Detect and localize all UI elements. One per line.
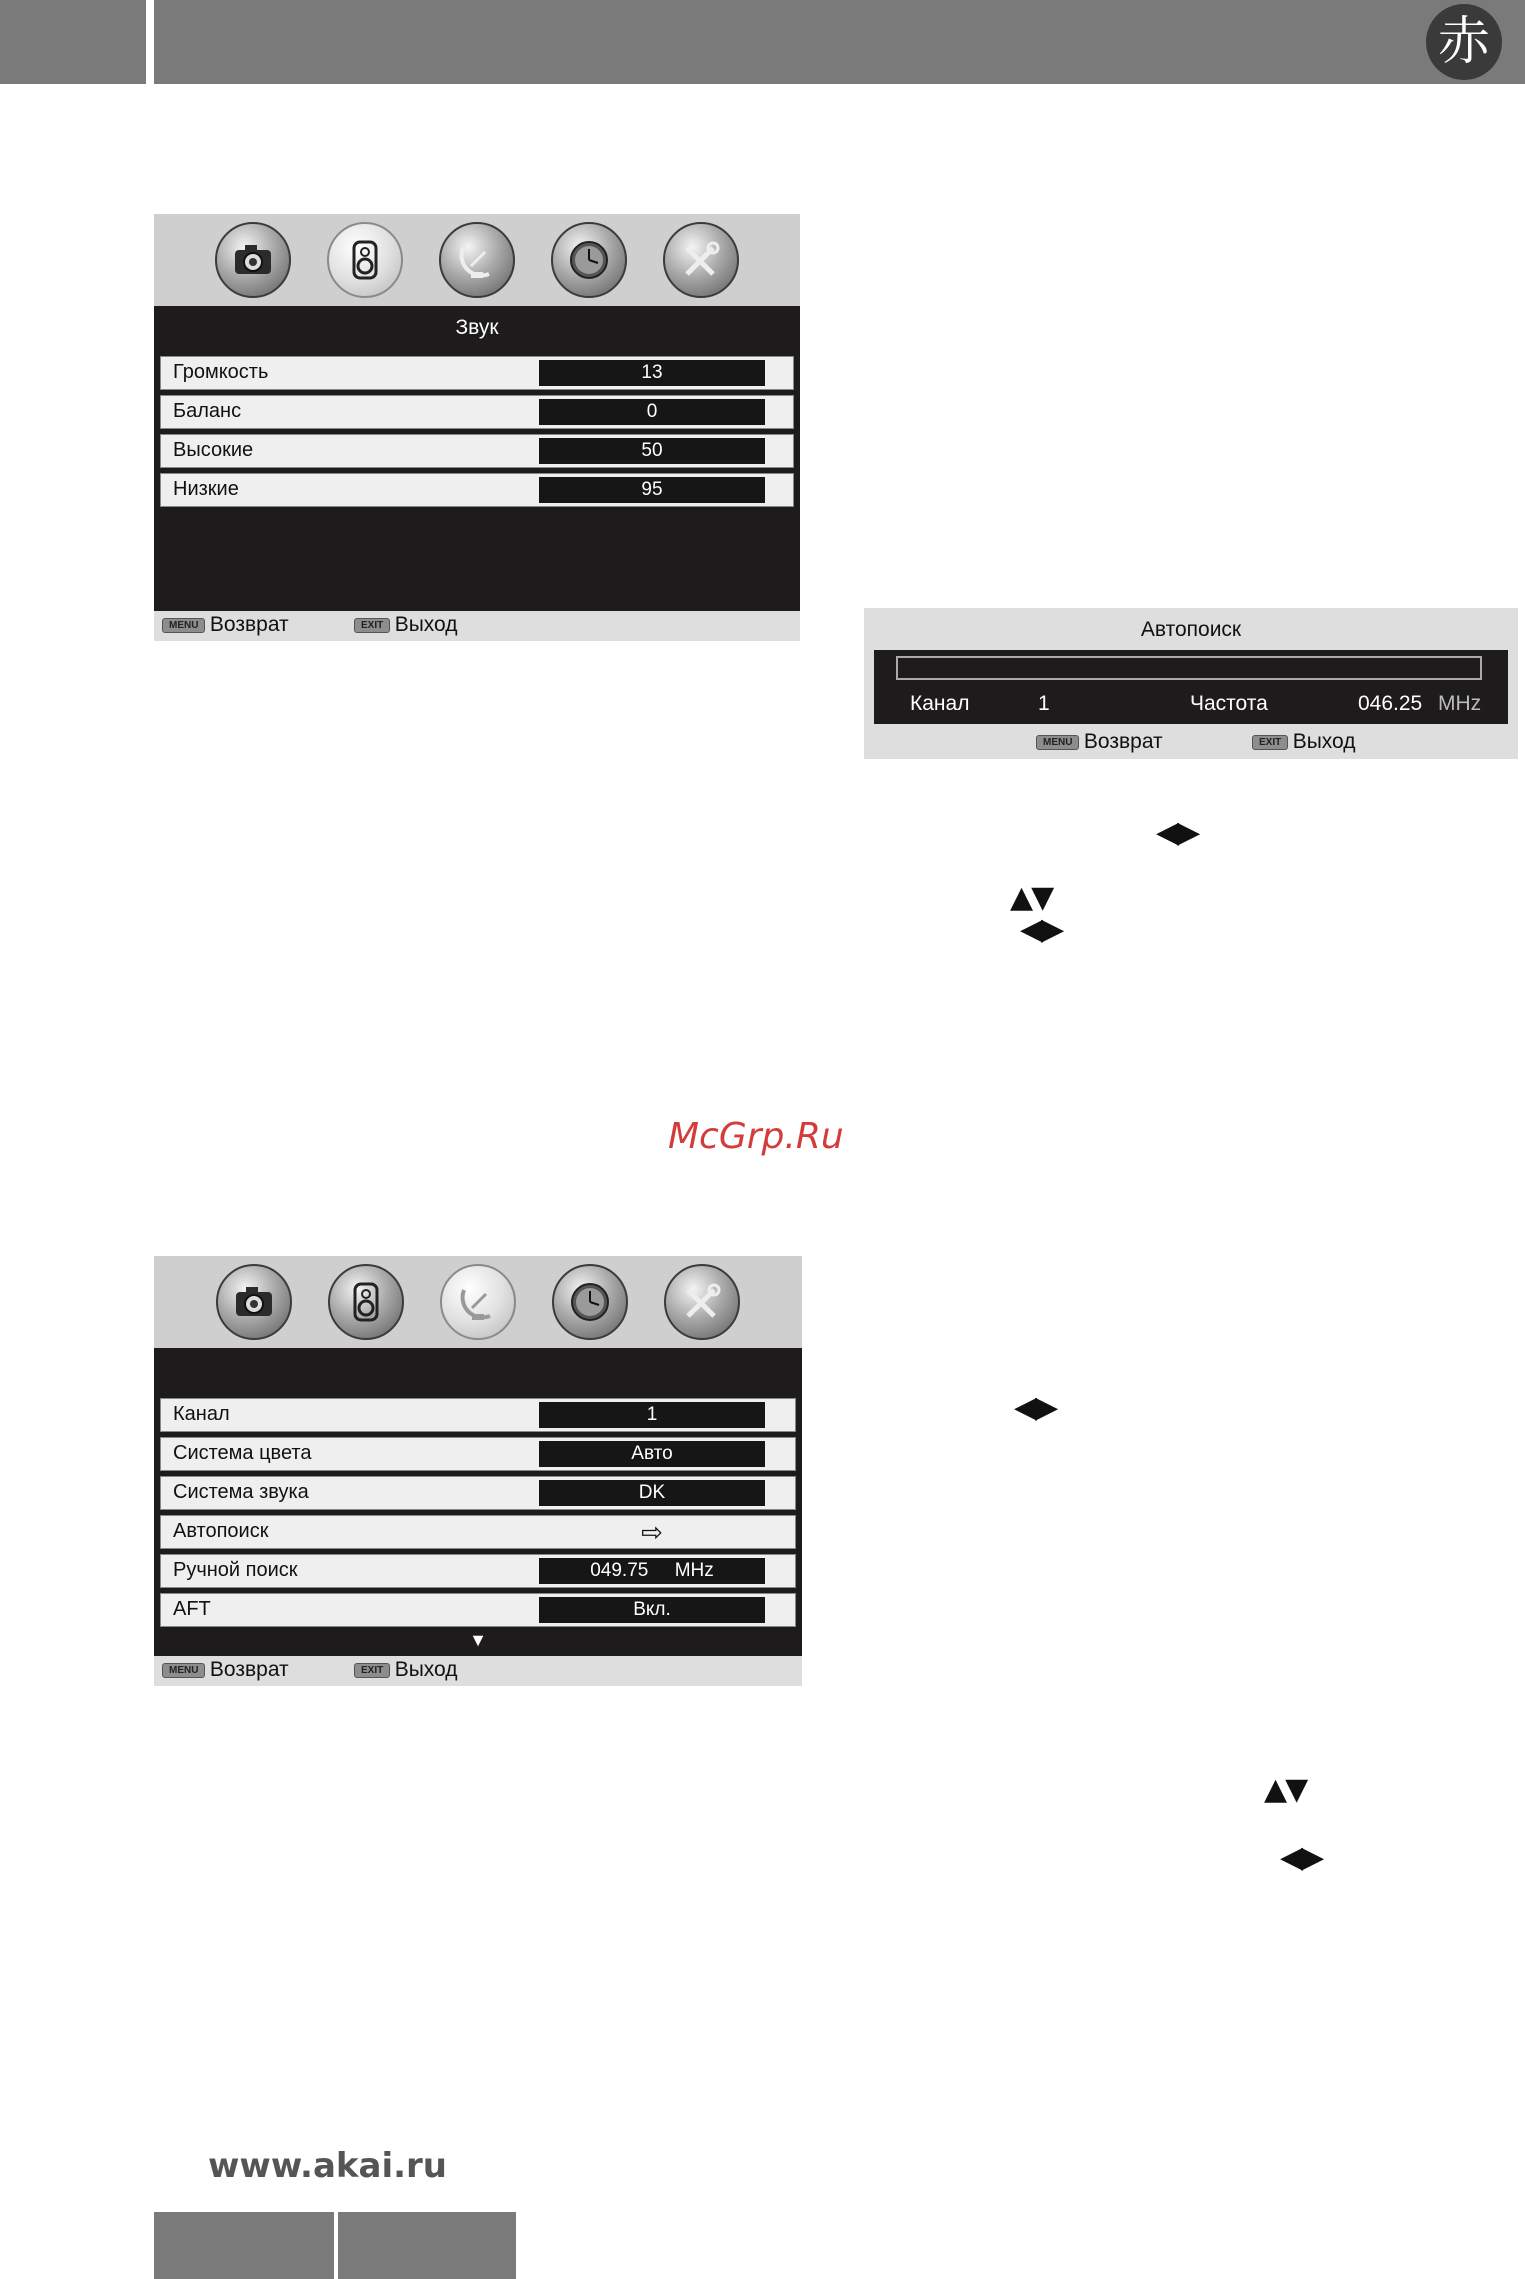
exit-label: Выход	[1292, 730, 1356, 753]
left-right-arrows-icon: ◀▶	[1020, 912, 1063, 947]
menu-key[interactable]: MENU	[162, 618, 205, 633]
tools-icon[interactable]	[664, 1264, 740, 1340]
row-value: 13	[539, 360, 765, 386]
exit-label: Выход	[394, 1658, 458, 1681]
exit-key[interactable]: EXIT	[1252, 735, 1288, 750]
exit-label: Выход	[394, 613, 458, 636]
back-label: Возврат	[209, 1658, 289, 1681]
back-label: Возврат	[1083, 730, 1163, 753]
frequency-value: 046.25	[1358, 692, 1423, 715]
brand-logo-icon: 赤	[1426, 4, 1502, 80]
left-right-arrows-icon: ◀▶	[1156, 815, 1199, 850]
row-label: AFT	[173, 1598, 211, 1620]
left-right-arrows-icon: ◀▶	[1280, 1840, 1323, 1875]
row-value: Авто	[539, 1441, 765, 1467]
row-value: 95	[539, 477, 765, 503]
row-label: Канал	[173, 1403, 230, 1425]
satellite-icon[interactable]	[440, 1264, 516, 1340]
menu-row-balance[interactable]	[160, 395, 794, 429]
autosearch-panel	[864, 608, 1518, 759]
menu-icon-strip	[154, 214, 800, 306]
arrow-right-icon: ⇨	[641, 1517, 663, 1547]
menu-key[interactable]: MENU	[1036, 735, 1079, 750]
speaker-icon[interactable]	[328, 1264, 404, 1340]
header-bar-left	[0, 0, 146, 84]
row-value: DK	[539, 1480, 765, 1506]
footer-block-left	[154, 2212, 334, 2279]
menu-row-aft[interactable]	[160, 1593, 796, 1627]
exit-key[interactable]: EXIT	[354, 1663, 390, 1678]
row-label: Высокие	[173, 439, 254, 461]
channel-label: Канал	[910, 692, 970, 715]
menu-row-autosearch[interactable]	[160, 1515, 796, 1549]
frequency-unit: MHz	[1438, 692, 1482, 715]
clock-icon[interactable]	[552, 1264, 628, 1340]
website-url[interactable]: www.akai.ru	[208, 2146, 448, 2186]
sound-menu-body	[154, 306, 800, 611]
row-label: Ручной поиск	[173, 1559, 298, 1581]
autosearch-title: Автопоиск	[1140, 618, 1242, 641]
channel-value: 1	[1038, 692, 1050, 715]
row-label: Громкость	[173, 361, 269, 383]
up-down-arrows-icon: ▲▼	[1010, 880, 1053, 915]
menu-row-bass[interactable]	[160, 473, 794, 507]
back-label: Возврат	[209, 613, 289, 636]
left-right-arrows-icon: ◀▶	[1014, 1390, 1057, 1425]
menu-footer	[154, 1656, 802, 1686]
channel-menu	[154, 1256, 802, 1686]
sound-menu	[154, 214, 800, 641]
progress-bar	[896, 656, 1482, 680]
row-value: 1	[539, 1402, 765, 1428]
speaker-icon[interactable]	[327, 222, 403, 298]
menu-row-manual-search[interactable]	[160, 1554, 796, 1588]
row-label: Система звука	[173, 1481, 309, 1503]
camera-icon[interactable]	[215, 222, 291, 298]
header-bar	[154, 0, 1525, 84]
menu-title: Звук	[455, 316, 499, 339]
row-label: Низкие	[173, 478, 239, 500]
menu-icon-strip	[154, 1256, 802, 1348]
scroll-down-icon[interactable]: ▼	[469, 1630, 487, 1650]
exit-key[interactable]: EXIT	[354, 618, 390, 633]
camera-icon[interactable]	[216, 1264, 292, 1340]
satellite-icon[interactable]	[439, 222, 515, 298]
channel-menu-body	[154, 1348, 802, 1656]
row-value: 0	[539, 399, 765, 425]
row-value: 049.75 MHz	[539, 1558, 765, 1584]
up-down-arrows-icon: ▲▼	[1264, 1772, 1307, 1807]
watermark: McGrp.Ru	[668, 1116, 844, 1157]
tools-icon[interactable]	[663, 222, 739, 298]
frequency-label: Частота	[1190, 692, 1268, 715]
row-value: Вкл.	[539, 1597, 765, 1623]
row-label: Система цвета	[173, 1442, 312, 1464]
menu-row-channel[interactable]	[160, 1398, 796, 1432]
row-label: Баланс	[173, 400, 242, 422]
row-value: 50	[539, 438, 765, 464]
row-label: Автопоиск	[173, 1520, 269, 1542]
autosearch-body	[874, 650, 1508, 724]
menu-key[interactable]: MENU	[162, 1663, 205, 1678]
menu-footer	[154, 611, 800, 641]
footer-block-right	[338, 2212, 516, 2279]
clock-icon[interactable]	[551, 222, 627, 298]
menu-row-sound-system[interactable]	[160, 1476, 796, 1510]
menu-row-color-system[interactable]	[160, 1437, 796, 1471]
menu-row-volume[interactable]	[160, 356, 794, 390]
menu-row-treble[interactable]	[160, 434, 794, 468]
